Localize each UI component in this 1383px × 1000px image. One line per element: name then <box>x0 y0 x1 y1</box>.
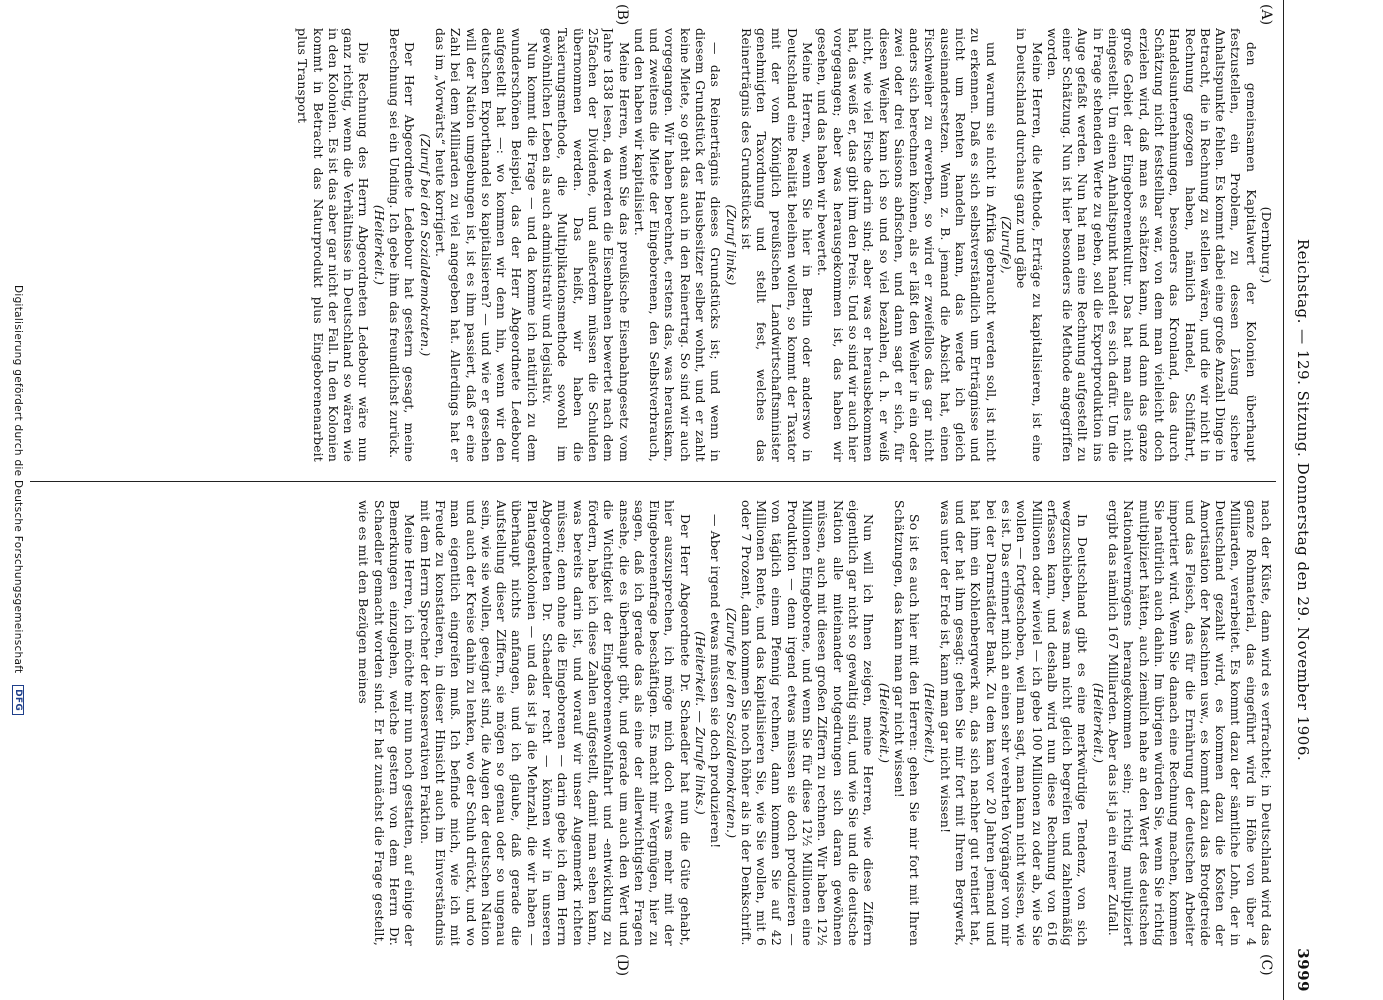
paragraph: den gemeinsamen Kapitalwert der Kolonien überhaupt festzustellen, ein Problem, zu dessen Lösung sichere Anhaltspunkte fehlen. Es kommt dabei eine große Anzahl Dinge in Betracht, die in Rechnung zu stellen wären, und die wir nicht in Rechnung gezogen haben, nämlich Handel, Schiffahrt, Handelsunternehmungen, besonders das Kronland, das durch Schätzung nicht feststellbar war, von dem man vielleicht doch erzielen wird, daß man es schätzen kann, und dann das ganze große Gebiet der Eingeborenenkultur. Das hat man alles nicht eingestellt. Um einen Anhaltspunkt handelt es sich dafür. Um die in Frage stehenden Werte zu geben, soll die Exportproduktion ins Auge gefaßt werden. Nun hat man eine Rechnung aufgestellt zu einer Schätzung. Nun ist hier besonders die Methode angegriffen worden. <box>1044 28 1259 462</box>
column-divider <box>30 481 1276 482</box>
paragraph: Die Rechnung des Herrn Abgeordneten Ledebour wäre nun ganz richtig, wenn die Verhältnisse in Deutschland so wären wie in den Kolonien. Es ist das aber gar nicht der Fall. In den Kolonien kommt in Betracht das Naturprodukt plus Eingeborenenarbeit plus Transport <box>295 28 372 462</box>
interjection: (Zurufe), <box>998 216 1014 274</box>
interjection: (Heiterkeit.) <box>1090 682 1106 764</box>
paragraph: Nun kommt die Frage — und da komme ich natürlich zu dem wunderschönen Beispiel, das der Herr Abgeordnete Ledebour aufgestellt hat —: wo kommen wir denn hin, wenn wir den deutschen Exporthandel so kapitalisieren? — und wie er gesehen will der Nation umgebungen ist, ist es ihm passiert, daß er eine Zahl bei dem Milliarden zu viel angegeben hat. Allerdings hat er das im „Vorwärts“ heute korrigiert. <box>432 28 540 462</box>
paragraph: und warum sie nicht in Afrika gebraucht werden soll, ist nicht zu erkennen. Daß es sich selbstverständlich um Erträgnisse und nicht um Renten handeln kann, das werde ich gleich auseinandersetzen. Wenn z. B. jemand die Absicht hat, einen Fischweiher zu erwerben, so wird er zweifellos das gar nicht anders sich berechnen können, als er läßt den Weiher in ein oder zwei oder drei Saisons abfischen, und dann sagt er sich, für diesen Weiher kann ich so und so viel bezahlen, d. h. er weiß nicht, wie viel Fische darin sind; aber was er herausbekommen hat, das weiß er, das gibt ihm den Preis. Und so sind wir auch hier vorgegangen; aber was herausgekommen ist, das haben wir gesehen, und das haben wir bewertet. <box>815 28 999 462</box>
right-column <box>34 500 1274 946</box>
interjection: (Zuruf links) <box>723 204 739 286</box>
interjection: (Heiterkeit.) <box>922 682 938 764</box>
margin-marker-d: (D) <box>614 954 630 977</box>
paragraph: Meine Herren, die Methode, Erträge zu kapitalisieren, ist eine in Deutschland durchaus ganz und gäbe <box>1014 28 1045 462</box>
page-number: 3999 <box>1294 948 1312 992</box>
credit-text: Digitalisierung gefördert durch die Deutsche Forschungsgemeinschaft <box>12 284 24 674</box>
interjection: (Heiterkeit.) <box>371 204 387 286</box>
digitization-credit <box>12 0 24 1000</box>
margin-marker-b: (B) <box>614 4 630 26</box>
interjection: (Heiterkeit.) <box>876 682 892 764</box>
dfg-logo: DFG <box>12 685 24 715</box>
paragraph: Meine Herren, wenn Sie das preußische Eisenbahngesetz vom Jahre 1838 lesen, da werden die Eisenbahnen bewertet nach dem 25fachen der Dividende, und außerdem müssen die Schulden übernommen werden. Das heißt, wir haben die Taxierungsmethode, die Multiplikationsmethode sowohl im gewöhnlichen Leben als auch administrativ und legislativ. <box>540 28 632 462</box>
running-title: Reichstag. — 129. Sitzung. Donnerstag den 29. November 1906. <box>1294 238 1312 762</box>
paragraph: In Deutschland gibt es eine merkwürdige Tendenz, von sich wegzuschieben, was man nicht gleich begreifen und zahlenmäßig erfassen kann, und deshalb wird nun diese Rechnung von 616 Millionen oder wieviel — ich gebe 100 Millionen zu oder ab, wie Sie wollen — fortgeschoben, weil man sagt, man kann nicht wissen, wie es ist. Das erinnert mich an einen sehr verehrten Vorgänger von mir bei der Darmstädter Bank. Zu dem kam vor 20 Jahren jemand und hat ihm ein Kohlenbergwerk an, das sich nachher gut rentiert hat, und der hat ihm gesagt: gehen Sie mir fort mit Ihrem Bergwerk, was unter der Erde ist, kann man gar nicht wissen! <box>937 500 1091 946</box>
paragraph: Der Herr Abgeordnete Ledebour hat gestern gesagt, meine Berechnung sei ein Unding. Ich gebe ihm das freundlichst zurück. <box>387 28 418 462</box>
paragraph: Meine Herren, wenn Sie hier in Berlin oder anderswo in Deutschland eine Realität beleihen wollen, so kommt der Taxator mit der vom Königlich preußischen Landwirtschaftsminister genehmigten Taxordnung und stellt fest, welches das Reinerträgnis des Grundstücks ist <box>738 28 816 462</box>
interjection: (Heiterkeit. — Zurufe links.) <box>693 631 709 815</box>
page-header <box>1286 0 1312 1000</box>
interjection: (Zurufe bei den Sozialdemokraten.) <box>723 607 739 839</box>
header-rule <box>1283 0 1284 1000</box>
paragraph: — Aber irgend etwas müssen sie doch produzieren! <box>708 514 724 849</box>
paragraph: nach der Küste, dann wird es verfrachtet; in Deutschland wird das ganze Rohmaterial, das eingeführt wird in Höhe von über 4 Milliarden, verarbeitet. Es kommt dazu der sämtliche Lohn, der in Deutschland gezahlt wird, es kommen dazu die Kosten der Amortisation der Maschinen usw., es kommt dazu das Brotgetreide und das Fleisch, das für die Ernährung der deutschen Arbeiter importiert wird. Wenn Sie danach eine Rechnung machen, kommen Sie natürlich auch dahin. Im übrigen würden Sie, wenn Sie richtig multipliziert hätten, auch ziemlich nahe an den Wert des deutschen Nationalvermögens herangekommen sein; richtig multipliziert ergibt das nämlich 167 Milliarden. Aber das ist ja ein reiner Zufall. <box>1106 500 1274 946</box>
paragraph: — das Reinerträgnis dieses Grundstücks ist; und wenn in diesem Grundstück der Hausbesitzer selber wohnt, und er zahlt keine Miete, so geht das auch in den Reinertrag. So sind wir auch vorgegangen. Wir haben berechnet, erstens das, was herauskam, und zweitens die Miete der Eingeborenen, den Selbstverbrauch, und den haben wir kapitalisiert. <box>631 28 724 462</box>
paragraph: So ist es auch hier mit den Herren: gehen Sie mir fort mit Ihren Schätzungen, das kann man gar nicht wissen! <box>891 500 923 946</box>
interjection: (Zuruf bei den Sozialdemokraten.) <box>417 133 433 357</box>
speaker-name: (Dernburg.) <box>1259 206 1274 284</box>
margin-marker-a: (A) <box>1258 4 1274 26</box>
paragraph: Meine Herren, ich möchte mir nun noch gestatten, auf einige der Bemerkungen einzugehen, welche gestern von dem Herrn Dr. Schaedler gemacht worden sind. Er hat zunächst die Frage gestellt, wie es mit den Bezügen meines <box>356 500 418 946</box>
paragraph: Nun will ich Ihnen zeigen, meine Herren, wie diese Ziffern eigentlich gar nicht so gewaltig sind, und wie Sie und die deutsche Nation alle miteinander notgedrungen sich daran gewöhnen müssen, auch mit diesen großen Ziffern zu rechnen. Wir haben 12½ Millionen Eingeborene, und wenn Sie für diese 12½ Millionen eine Produktion — denn irgend etwas müssen sie doch produzieren — von täglich einem Pfennig rechnen, dann kommen Sie auf 42 Millionen Rente, und das kapitalisieren Sie, wie Sie wollen, mit 6 oder 7 Prozent, dann kommen Sie noch höher als in der Denkschrift. <box>738 500 877 946</box>
margin-marker-c: (C) <box>1258 954 1274 976</box>
paragraph: Der Herr Abgeordnete Dr. Schaedler hat nun die Güte gehabt, hier auszusprechen, ich möge mich doch etwas mehr mit der Eingeborenenfrage beschäftigen. Es macht mir Vergnügen, hier zu sagen, daß ich gerade das als eine der allerwichtigsten Fragen ansehe, die es überhaupt gibt, und gerade um auch den Wert und die Wichtigkeit der Eingeborenenwohlfahrt und -entwicklung zu fördern, habe ich diese Zahlen aufgestellt, damit man sehen kann, was bereits darin ist, und worauf wir unser Augenmerk richten müssen; denn ohne die Eingeborenen — darin gebe ich dem Herrn Abgeordneten Dr. Schaedler recht — können wir in unseren Plantagenkolonien — und das ist ja die Mehrzahl, die wir haben — überhaupt nichts anfangen, und ich glaube, daß gerade die Aufstellung dieser Ziffern, sie mögen so genau oder so ungenau sein, wie sie wollen, geeignet sind, die Augen der deutschen Nation und auch der Kreise dahin zu lenken, wo der Schuh drückt, und wo man eigentlich eingreifen muß. Ich befinde mich, wie ich mit Freude zu konstatieren, in dieser Hinsicht auch im Einverständnis mit dem Herrn Sprecher der konservativen Fraktion. <box>417 500 693 946</box>
left-column <box>34 28 1274 462</box>
